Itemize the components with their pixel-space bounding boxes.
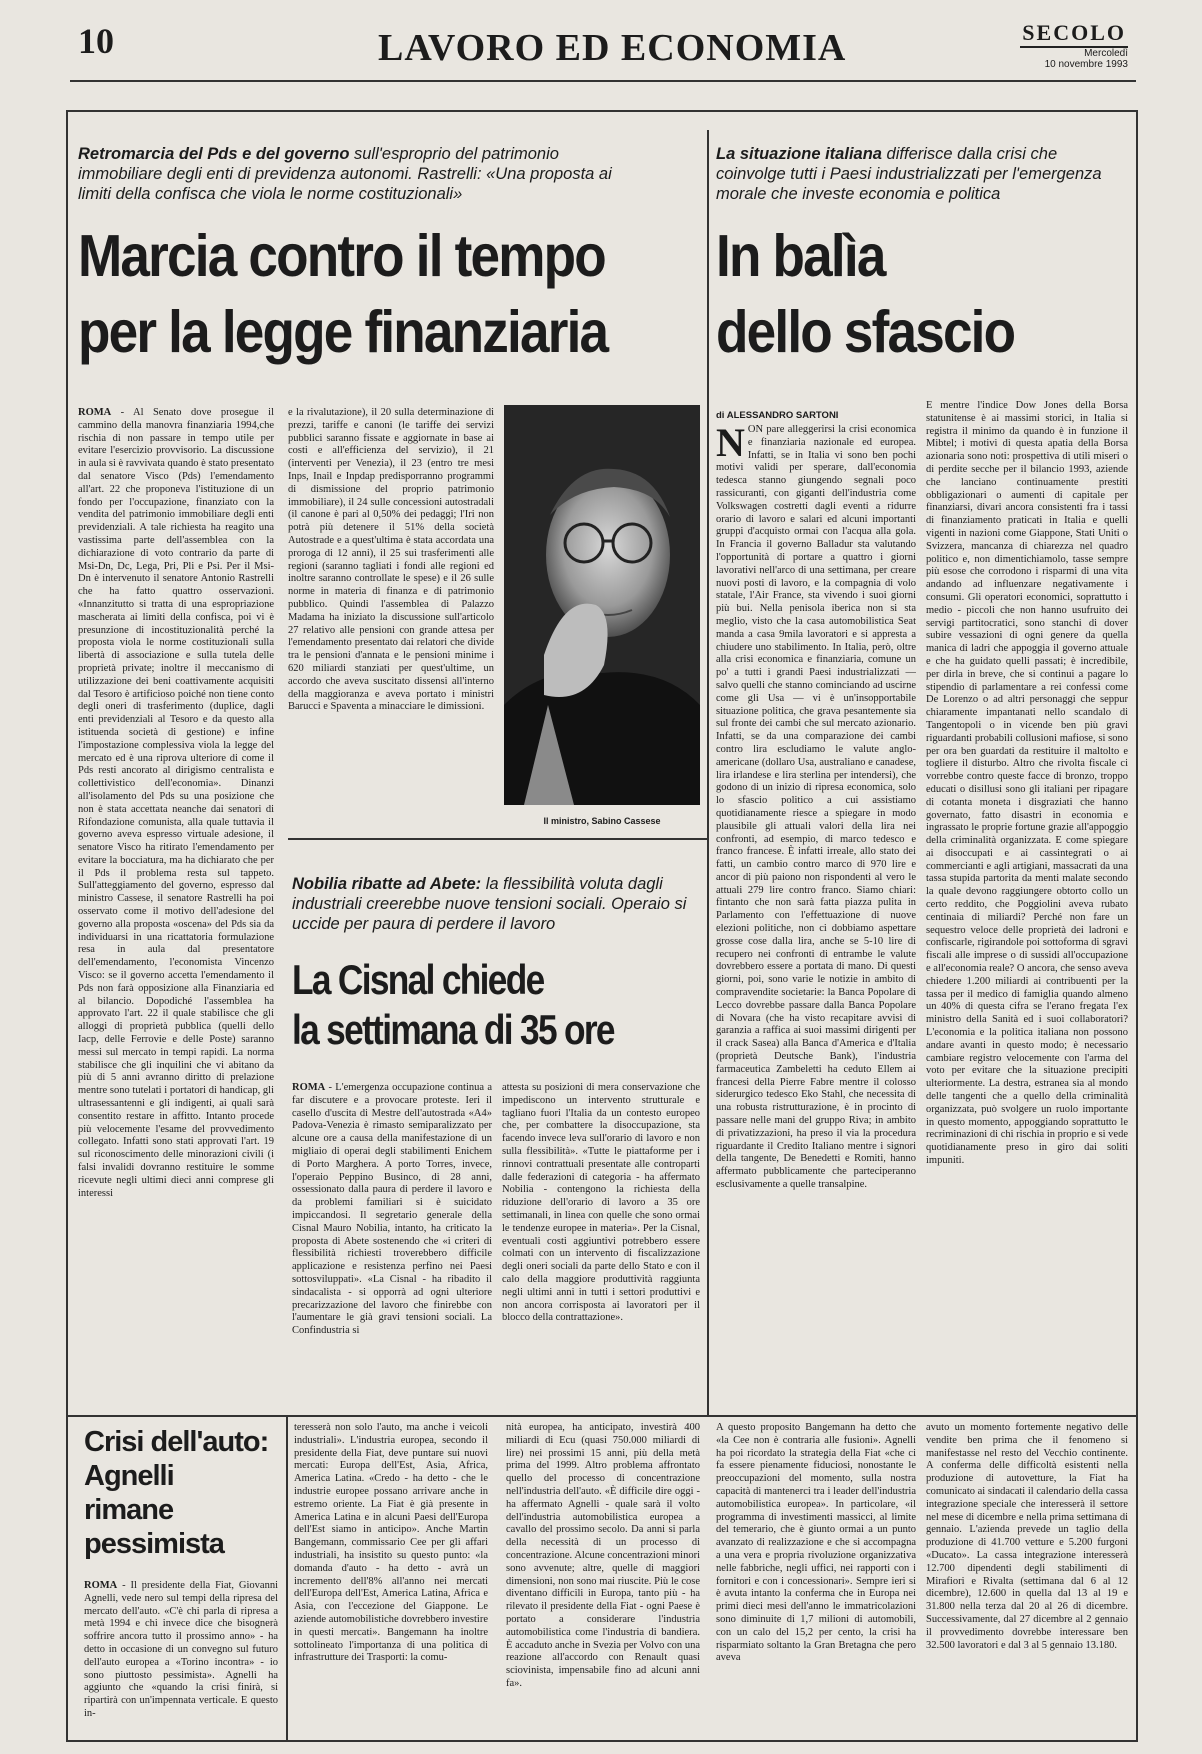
masthead-logo: SECOLO — [1020, 20, 1128, 48]
finanziaria-kicker-text: sull'esproprio del patrimonio immobiliare degli enti di previdenza autonomi. Rastrelli: «Una proposta ai limiti della confisca che viola le norme costituzionali» — [78, 145, 612, 203]
auto-text-2: teresserà non solo l'auto, ma anche i veicoli industriali». L'industria europea, secondo il presidente della Fiat, deve puntare sui nuovi mercati: Europa dell'Est, Asia, Africa, America Latina. «Credo - ha detto - che le industrie europee possano arrivare anche in estremo oriente. La Fiat è già presente in America Latina e in alcuni Paesi dell'Europa dell'Est siamo in anticipo». Anche Martin Bangemann, commissario Cee per gli affari industriali, ha insistito su questo punto: «la domanda d'auto - ha detto - avrà un incremento dell'8% all'anno nei mercati dell'Europa dell'Est, America Latina, Africa e Asia, con l'eccezione del Giappone. Le aziende automobilistiche dovrebbero investire in questi mercati». Bangemann ha inoltre sottolineato l'importanza di una politica di infrastrutture dei Trasporti: la comu- — [294, 1422, 488, 1664]
auto-column-1 — [84, 1580, 278, 1736]
cisnal-headline-line2: la settimana di 35 ore — [292, 1006, 614, 1053]
divider-bottom-section — [66, 1415, 1138, 1417]
auto-dateline: ROMA — [84, 1580, 118, 1591]
sfascio-text-1: ON pare alleggerirsi la crisi economica e finanziaria nazionale ed europea. Infatti, se in Italia vi sono ben pochi motivi validi per sperare, dall'economia tedesca stanno giungendo segnali poco rassicuranti, con giganti dell'industria come Volkswagen costretti dagli eventi a ridurre orario di lavoro e salari ed alcuni importanti gruppi d'acquisto ormai con l'acqua alla gola. In Francia il governo Balladur sta valutando l'opportunità di portare a quattro i giorni lavorativi nell'arco di una settimana, per creare nuovi posti di lavoro, e la compagnia di volo statale, l'Air France, sta vivendo i suoi giorni più bui. Nella penisola iberica non si sta meglio, visto che la casa automobilistica Seat manda a casa 9mila lavoratori e si appresta a chiudere uno stabilimento. In Italia, però, oltre alla crisi economica e finanziaria, comune un po' a tutti i grandi Paesi industrializzati — salvo quelli che stanno cominciando ad uscirne come gli Usa — vi è un'insopportabile situazione politica, che grava pesantemente sia sul fronte dei cambi che sul mercato azionario. Infatti, se da una comparazione dei cambi contro lira escludiamo le valute anglo-americane (dollaro Usa, australiano e canadese, lira irlandese e lira sterlina per intendersi), che godono di un inizio di ripresa economica, solo lo sfascio politico a cui assistiamo quotidianamente riesce a spiegare in modo plausibile gli attuali valori della lira nei confronti, ad esempio, di marco tedesco e franco francese. È infatti irreale, allo stato dei fatti, un cambio contro marco di 970 lire e ancor di più paiono non rispondenti al vero le attuali 279 lire contro franco. Siamo chiari: fintanto che non sarà fatta piazza pulita in Parlamento con l'effettuazione di nuove elezioni politiche, non ci dobbiamo aspettare grosse cose dalla lira, anche se 5-10 lire di recupero nei confronti di entrambe le valute dovrebbero essere a portata di mano. Di questi giorni, poi, sono varie le notizie in ambito di compravendite societarie: la Banca Popolare di Lecco dovrebbe passare dalla Banca Popolare di Novara (che ha visto recapitare avvisi di garanzia a raffica ai suoi massimi dirigenti per il crack Sasea) alla Banca d'America e d'Italia (proprietà Deutsche Bank), l'industria farmaceutica Zambeletti ha ceduto Ellem ai francesi della Pierre Fabre mentre il colosso siderurgico tedesco Eko Stahl, che necessita di una robusta ristrutturazione, è in procinto di passare nelle mani del gruppo Riva; in ambito di privatizzazioni, ha preso il via la procedura riguardante il Credito Italiano mentre i signori della tangente, De Benedetti e Romiti, hanno affermato pubblicamente che parteciperanno esclusivamente a quelle transalpine. — [716, 424, 916, 1191]
photo-sabino-cassese — [504, 405, 700, 805]
cisnal-column-2 — [502, 1082, 700, 1408]
finanziaria-headline-line1: Marcia contro il tempo — [78, 223, 605, 289]
masthead — [1020, 20, 1128, 70]
sfascio-kicker-text: differisce dalla crisi che coinvolge tutti i Paesi industrializzati per l'emergenza morale che investe economia e politica — [716, 145, 1102, 203]
auto-text-3: nità europea, ha anticipato, investirà 400 miliardi di Ecu (quasi 750.000 miliardi di lire) nei prossimi 15 anni, più della metà prima del 1999. Altro problema affrontato quello del processo di concentrazione nell'industria dell'auto. «È difficile dire oggi - ha affermato Agnelli - quale sarà il volto dell'industria automobilistica europea a cavallo del prossimo secolo. Da anni si parla della necessità di un processo di concentrazione. Alcune concentrazioni minori sono avvenute; altre, quelle di maggiori dimensioni, non sono mai riuscite. Più le cose diventano difficili in Europa, tanto più - ha rilevato il presidente della Fiat - ogni Paese è portato a considerare l'industria automobilistica come l'industria di bandiera. È accaduto anche in Svezia per Volvo con una reazione all'accordo con Renault quasi sciovinista, impensabile fino ad alcuni anni fa». — [506, 1422, 700, 1689]
cisnal-headline-line1: La Cisnal chiede — [292, 956, 544, 1003]
auto-headline-line3: rimane — [84, 1494, 174, 1526]
page-header — [78, 14, 1138, 72]
cisnal-kicker — [292, 874, 702, 934]
sfascio-column-2 — [926, 400, 1128, 1407]
finanziaria-column-2 — [288, 407, 494, 832]
finanziaria-column-1 — [78, 407, 274, 1407]
finanziaria-kicker — [78, 144, 638, 204]
sfascio-dropcap: N — [716, 424, 745, 465]
auto-headline-line1: Crisi dell'auto: — [84, 1426, 269, 1458]
auto-column-2 — [294, 1422, 488, 1736]
sfascio-headline-line2: dello sfascio — [716, 299, 1015, 365]
column-divider-main — [707, 130, 709, 1415]
cisnal-text-1: - L'emergenza occupazione continua a far discutere e a provocare proteste. Ieri il casello d'uscita di Mestre dell'autostrada «A4» Padova-Venezia è rimasto semiparalizzato per alcune ore a causa della manifestazione di un migliaio di operai degli stabilimenti Enichem di Porto Marghera. A porto Torres, invece, l'operaio Peppino Businco, di 28 anni, ossessionato dalla paura di perdere il lavoro e da problemi familiari si è suicidato impiccandosi. Il segretario generale della Cisnal Mauro Nobilia, intanto, ha criticato la proposta di Abete sostenendo che «i criteri di flessibilità richiesti troverebbero difficile applicazione e resistenza perfino nei Paesi sottosviluppati». «La Cisnal - ha ribadito il sindacalista - si opporrà ad ogni ulteriore precarizzazione del lavoro che finirebbe con l'aumentare le già gravi tensioni sociali. La Confindustria si — [292, 1082, 492, 1337]
sfascio-kicker — [716, 144, 1130, 204]
masthead-date: 10 novembre 1993 — [1044, 59, 1128, 70]
divider-cisnal-top — [288, 838, 707, 840]
auto-column-3 — [506, 1422, 700, 1736]
finanziaria-text-1: - Al Senato dove prosegue il cammino della manovra finanziaria 1994,che rischia di non passare in tempo utile per evitare l'esercizio provvisorio. La discussione in aula si è ravvivata quando è stato presentato dal senatore Visco (Pds) l'emendamento all'art. 22 che proponeva l'istituzione di un fondo per l'occupazione, finanziato con la vendita del patrimonio immobiliare degli enti previdenziali. A tale richiesta ha reagito una vastissima parte dell'assemblea con la dichiarazione di voto contrario da parte di Msi-Dn, Dc, Lega, Pri, Pli e Psi. Per il Msi-Dn è intervenuto il senatore Antonio Rastrelli che ha fatto quattro osservazioni. «Innanzitutto si tratta di una espropriazione mascherata ai limiti della confisca, poi vi è presunzione di incostituzionalità perché la proposta viola le norme costituzionali sulla libertà di associazione e sulla tutela delle proprietà private; inoltre il meccanismo di utilizzazione dei beni coattivamente acquisiti dal Tesoro è artificioso poiché non tiene conto degli oneri di trasferimento (duplice, dagli enti previdenziali al Tesoro e da questo alla istituenda società di gestione) e infine l'impostazione complessiva viola la legge del mercato ed è una riprova ulteriore di come il Pds resti ancorato al dirigismo centralista e collettivistico dell'economia». Dinanzi all'isolamento del Pds su una posizione che non è stata accettata neanche dai senatori di Rifondazione comunista, alla quale tuttavia il governo aveva espresso virtuale adesione, il senatore Visco ha ritirato l'emendamento per evitare la bocciatura, ma ha dichiarato che per il Pds il problema resta sul tappeto. Sull'atteggiamento del governo, espresso dal ministro Cassese, il senatore Rastrelli ha poi osservato come il motivo dell'adesione del governo alla proposta «oscena» del Pds sia da individuarsi in una ricattatoria formulazione resa in aula dal presentatore dell'emendamento, l'economista Vincenzo Visco: se il governo accetta l'emendamento il Pds non farà opposizione alla Finanziaria ed al bilancio. Dopodiché l'assemblea ha approvato l'art. 22 il quale stabilisce che gli alloggi di proprietà pubblica (quelli dello Iacp, delle Ferrovie e delle Poste) saranno messi sul mercato in tempi rapidi. La norma stabilisce che gli inquilini che vi abitano da più di 5 anni avranno diritto di prelazione mentre sono tutelati i portatori di handicap, gli ultrasessantenni e gli indigenti, ai quali sarà consentito restare in affitto. Intanto procede più velocemente l'esame del provvedimento collegato. Infatti sono stati approvati l'art. 19 sul riconoscimento delle minorazioni civili (i falsi invalidi dovranno restituire le somme ricevute negli ultimi dieci anni comprese gli interessi — [78, 407, 274, 1199]
auto-column-5 — [926, 1422, 1128, 1736]
auto-headline-line4: pessimista — [84, 1528, 224, 1560]
header-rule — [70, 80, 1136, 82]
cisnal-column-1 — [292, 1082, 492, 1408]
auto-column-4 — [716, 1422, 916, 1736]
sfascio-text-2: E mentre l'indice Dow Jones della Borsa statunitense è ai massimi storici, in Italia si registra il minimo da quando è in funzione il Mibtel; i motivi di questa apatia della Borsa azionaria sono noti: prospettiva di utili miseri o di perdite secche per il bilancio 1993, aziende che lanciano continuamente prestiti obbligazionari o aumenti di capitale per finanziarsi, divari ancora consistenti fra i tassi di finanziamento praticati in Italia e quelli vigenti in nazioni come Giappone, Stati Uniti o Svizzera, mancanza di chiarezza nel quadro politico e, non dimentichiamolo, tasse sempre più esose che corrodono i risparmi di una vita andando ad influenzare negativamente i consumi. Gli operatori economici, soprattutto i medio - piccoli che non hanno usufruito dei servigi partitocratici, sono stanchi di dover subire vessazioni di ogni genere da quella manica di ladri che appoggia il governo attuale e che ha guidato quelli passati; è incredibile, per dirla in breve, che si continui a pagare lo stipendio di parlamentare a rei confessi come De Lorenzo o ad altri personaggi che seppur chiaramente impantanati nello scandalo di Tangentopoli o in vicende ben più gravi riguardanti probabili collusioni mafiose, si sono per ora ben guardati da restituire il maltolto e togliere il disturbo. Altro che rivolta fiscale ci vorrebbe contro queste facce di bronzo, troppo educati o disillusi sono gli italiani per ripagare di cotanta moneta i disgraziati che hanno governato, fatto disastri in economia e ingrassato le proprie fortune grazie all'appoggio della criminalità organizzata. E come spiegare ai disoccupati e ai cassintegrati o ai commercianti e agli artigiani, massacrati da una tassa stupida partorita da menti malate secondo la quale devono raggiungere obtorto collo un certo reddito, che Poggiolini aveva rubato centinaia di miliardi? Perché non fare un sequestro veloce delle proprietà dei ladroni e confiscarle, rigirandole poi sottoforma di sgravi fiscali alle imprese o di sussidi all'occupazione e all'economia reale? O ancora, che senso aveva chiedere 1.200 miliardi ai contribuenti per la tassa per il medico di famiglia quando almeno un 40% di questa cifra se l'erano fregata l'ex ministro della Sanità ed i suoi collaboratori? L'economia e la politica italiana non possono andare avanti in questo modo; è necessario cambiare registro velocemente con l'arma del voto per evitare che la situazione precipiti ulteriormente. La destra, estranea sia al mondo delle tangenti che a quello della criminalità organizzata, può svolgere un ruolo importante in questo momento, appoggiando soprattutto le recriminazioni di chi rischia in proprio e si vede quotidianamente preso in giro dai soliti impuniti. — [926, 400, 1128, 1167]
sfascio-byline: di ALESSANDRO SARTONI — [716, 410, 839, 421]
auto-text-4: A questo proposito Bangemann ha detto che «la Cee non è contraria alle fusioni». Agnelli ha poi ricordato la strategia della Fiat «che ci fa essere pienamente fiduciosi, nonostante le preoccupazioni del momento, sulla nostra capacità di mantenerci tra i leader dell'industria automobilistica europea». In particolare, «il programma di investimenti massicci, al limite del temerario, che è giunto ormai a un punto avanzato di realizzazione e che si accompagna a una vera e propria rivoluzione organizzativa nelle fabbriche, negli uffici, nei rapporti con i fornitori e con i concessionari». Sempre ieri si è avuta intanto la conferma che in Europa nei primi dieci mesi dell'anno le immatricolazioni sono diminuite di 1,7 milioni di automobili, con un calo del 15,2 per cento, la crisi ha risparmiato soltanto la Gran Bretagna che pero aveva — [716, 1422, 916, 1664]
sfascio-kicker-lead: La situazione italiana — [716, 145, 882, 163]
cisnal-text-2: attesta su posizioni di mera conservazione che impediscono un intervento strutturale e tagliano fuori l'Italia da un contesto europeo che, per combattere la disoccupazione, sta facendo invece leva sull'orario di lavoro e non sulla flessibilità». «Tutte le piattaforme per i rinnovi contrattuali presentate alle controparti dalle federazioni di categoria - ha affermato Nobilia - contengono la richiesta della riduzione dell'orario di lavoro a 35 ore settimanali, in linea con quelle che sono ormai le tendenze europee in materia». Per la Cisnal, eventuali costi aggiuntivi potrebbero essere colmati con un intervento di fiscalizzazione degli oneri sociali da parte dello Stato e con il calo della maggiore produttività raggiunta negli ultimi anni in tutti i settori produttivi e non ancora corrisposta ai lavoratori per il blocco della contrattazione». — [502, 1082, 700, 1324]
auto-text-5: avuto un momento fortemente negativo delle vendite ben prima che il fenomeno si manifestasse nel resto del Vecchio continente. A conferma delle difficoltà esistenti nella produzione di autovetture, la Fiat ha comunicato ai sindacati il calendario della cassa integrazione speciale che interesserà il settore nel mese di dicembre e nella prima settimana di gennaio. L'azienda prevede un taglio della produzione di 41.700 vetture e 5.200 furgoni «Ducato». La cassa integrazione interesserà 12.700 dipendenti degli stabilimenti di Mirafiori e Rivalta (settimana dal 6 al 12 dicembre), 12.600 in quella dal 13 al 19 e 31.800 nella terza dal 20 al 26 di dicembre. Successivamente, dal 27 dicembre al 2 gennaio il provvedimento dovrebbe interessare ben 32.500 lavoratori e dal 3 al 5 gennaio 13.180. — [926, 1422, 1128, 1651]
page-number: 10 — [78, 21, 114, 61]
sfascio-column-1 — [716, 424, 916, 1407]
finanziaria-text-2: e la rivalutazione), il 20 sulla determinazione di prezzi, tariffe e canoni (le tariffe dei servizi pubblici saranno fissate e aggiornate in base ai costi e all'efficienza del servizio), il 21 (interventi per Venezia), il 23 (entro tre mesi Inps, Inail e Inpdap predisporranno programmi di dismissione del proprio patrimonio immobiliare), il 24 sulle concessioni autostradali (il canone è pari al 0,50% dei pedaggi; l'Iri non potrà più detenere il 51% della società Autostrade e a quest'ultima è stata accordata una proroga di 12 anni), il 25 sui trasferimenti alle regioni (saranno tagliati i fondi alle regioni ed inoltre saranno controllate le spese) e il 26 sulle norme in materia di finanza e di patrimonio pubblico. Quindi l'assemblea di Palazzo Madama ha iniziato la discussione sull'articolo 27 relativo alle pensioni con grande attesa per l'emendamento presentato dai relatori che divide tra le pensioni d'annata e le pensioni minime i 620 miliardi stanziati per quest'ultime, un accordo che aveva suscitato dissensi all'interno della maggioranza e aveva portato i ministri Barucci e Spaventa a minacciare le dimissioni. — [288, 407, 494, 713]
masthead-day: Mercoledì — [1084, 48, 1128, 59]
cisnal-kicker-lead: Nobilia ribatte ad Abete: — [292, 875, 482, 893]
section-title: LAVORO ED ECONOMIA — [378, 27, 847, 69]
photo-caption: Il ministro, Sabino Cassese — [543, 816, 661, 826]
auto-headline-line2: Agnelli — [84, 1460, 174, 1492]
column-divider-auto — [286, 1415, 288, 1741]
finanziaria-headline-line2: per la legge finanziaria — [78, 299, 608, 365]
sfascio-headline-line1: In balìa — [716, 223, 885, 289]
auto-text-1: - Il presidente della Fiat, Giovanni Agnelli, vede nero sul tempi della ripresa del mercato dell'auto. «C'è chi parla di ripresa a metà 1994 e chi invece dice che bisognerà soffrire ancora tutto il prossimo anno» - ha detto in occasione di un convegno sul futuro dell'auto europea a «Torino incontra» - io sono piuttosto pessimista». Agnelli ha aggiunto che «quando la crisi finirà, si ripartirà con un'impennata verticale. E questo in- — [84, 1580, 278, 1719]
finanziaria-dateline: ROMA — [78, 407, 112, 418]
finanziaria-kicker-lead: Retromarcia del Pds e del governo — [78, 145, 350, 163]
cisnal-dateline: ROMA — [292, 1082, 326, 1093]
cisnal-kicker-text: la flessibilità voluta dagli industriali creerebbe nuove tensioni sociali. Operaio si uccide per paura di perdere il lavoro — [292, 875, 687, 933]
